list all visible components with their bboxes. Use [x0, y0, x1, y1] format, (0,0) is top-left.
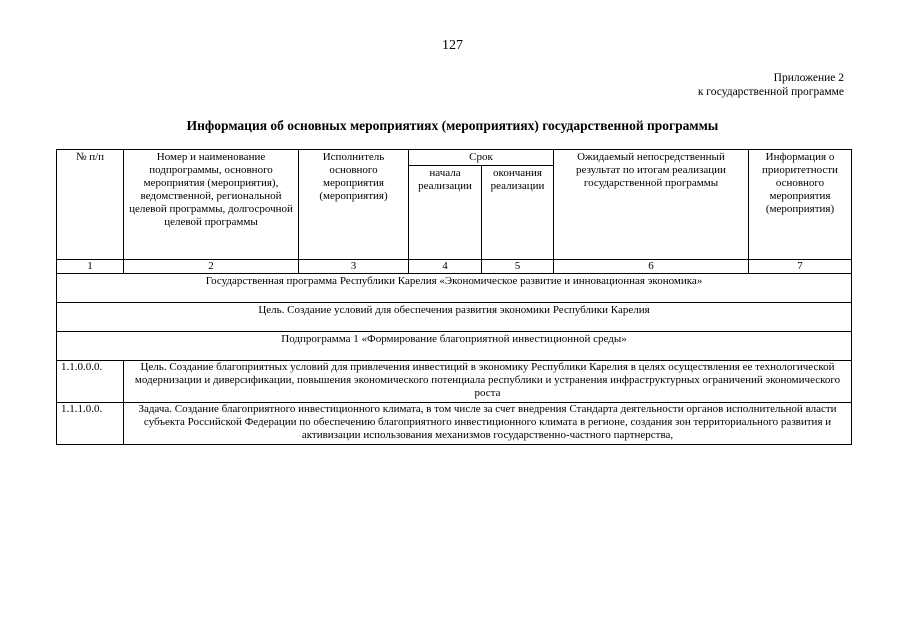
row-code: 1.1.1.0.0. — [57, 403, 124, 445]
appendix-line-1: Приложение 2 — [773, 72, 844, 84]
document-title: Информация об основных мероприятиях (мероприятиях) государственной программы — [186, 118, 719, 133]
page-number: 127 — [442, 38, 463, 53]
column-number: 5 — [482, 260, 554, 274]
table-row — [57, 403, 852, 445]
header-result: Ожидаемый непосредственный результат по итогам реализации государственной программы — [554, 150, 749, 260]
table-row — [57, 361, 852, 403]
header-executor: Исполнитель основного мероприятия (мероприятия) — [299, 150, 409, 260]
header-end: окончания реализации — [482, 166, 554, 260]
task-description: Задача. Создание благоприятного инвестиционного климата, в том числе за счет внедрения Стандарта деятельности органов исполнительной власти субъекта Российской Федерации по обеспечению благоприятного инвестиционного климата в регионе, создания зон территориального развития и активизации использования механизмов государственно-частного партнерства, — [124, 403, 852, 445]
subprogram-goal: Цель. Создание благоприятных условий для привлечения инвестиций в экономику Республики Карелия в целях осуществления ее технологической модернизации и диверсификации, повышения экономического потенциала республики и устранения инфраструктурных ограничений экономического роста — [124, 361, 852, 403]
appendix-note — [698, 71, 844, 99]
header-priority: Информация о приоритетности основного мероприятия (мероприятия) — [749, 150, 852, 260]
header-row-1 — [57, 150, 852, 166]
header-name: Номер и наименование подпрограммы, основного мероприятия (мероприятия), ведомственной, региональной целевой программы, долгосрочной целевой программы — [124, 150, 299, 260]
column-number: 7 — [749, 260, 852, 274]
table-row — [57, 332, 852, 361]
subprogram-heading: Подпрограмма 1 «Формирование благоприятной инвестиционной среды» — [57, 332, 852, 361]
column-number: 1 — [57, 260, 124, 274]
column-number: 4 — [409, 260, 482, 274]
column-numbers-row — [57, 260, 852, 274]
header-number: № п/п — [57, 150, 124, 260]
program-goal: Цель. Создание условий для обеспечения развития экономики Республики Карелия — [57, 303, 852, 332]
appendix-line-2: к государственной программе — [697, 86, 844, 98]
column-number: 2 — [124, 260, 299, 274]
header-start: начала реализации — [409, 166, 482, 260]
table-row — [57, 303, 852, 332]
program-heading: Государственная программа Республики Карелия «Экономическое развитие и инновационная экономика» — [57, 274, 852, 303]
column-number: 6 — [554, 260, 749, 274]
column-number: 3 — [299, 260, 409, 274]
events-table — [56, 149, 852, 445]
row-code: 1.1.0.0.0. — [57, 361, 124, 403]
header-term: Срок — [409, 150, 554, 166]
table-row — [57, 274, 852, 303]
